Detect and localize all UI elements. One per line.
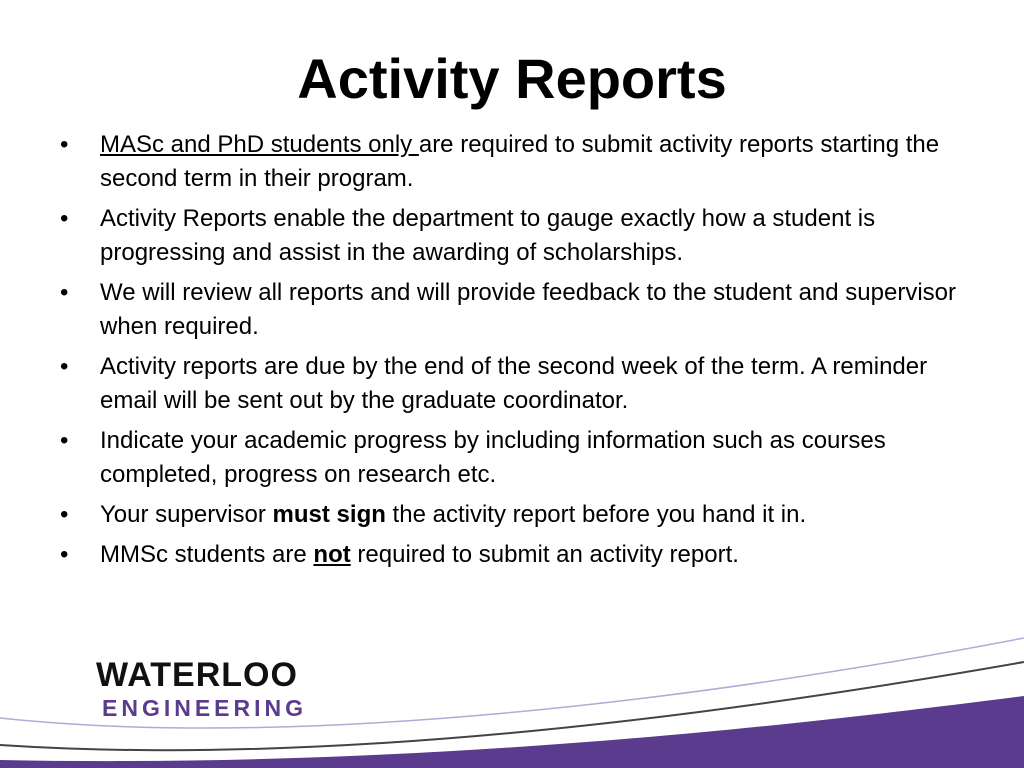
slide-title: Activity Reports	[297, 47, 727, 110]
bullet-marker: •	[60, 205, 69, 232]
bullet-text: We will review all reports and will provide feedback to the student and supervisor when required.	[100, 279, 956, 340]
bullet-marker: •	[60, 353, 69, 380]
bullet-text: Your supervisor	[100, 501, 273, 528]
bullet-marker: •	[60, 501, 69, 528]
bullet-item	[56, 538, 956, 572]
bullet-bold-underlined-text: not	[313, 541, 351, 568]
bullet-text: Indicate your academic progress by including information such as courses completed, progress on research etc.	[100, 427, 886, 488]
bullet-item	[56, 498, 956, 532]
bullet-item	[56, 276, 956, 344]
logo-line-waterloo: WATERLOO	[96, 656, 298, 694]
bullet-text: the activity report before you hand it in.	[385, 501, 807, 528]
bullet-item	[56, 424, 956, 492]
bullet-text: required to submit an activity report.	[350, 541, 739, 568]
bullet-text: are required to submit activity reports starting the second term in their program.	[100, 131, 940, 192]
bullet-text: Activity reports are due by the end of the second week of the term. A reminder email will be sent out by the graduate coordinator.	[100, 353, 928, 414]
bullet-bold-text: must sign	[272, 501, 386, 528]
waterloo-engineering-logo	[96, 656, 307, 722]
bullet-text: Activity Reports enable the department to gauge exactly how a student is progressing and assist in the awarding of scholarships.	[100, 205, 876, 266]
bullet-text: MMSc students are	[100, 541, 314, 568]
logo-line-engineering: ENGINEERING	[102, 695, 308, 721]
bullet-item	[56, 128, 956, 196]
bullet-underlined-text: MASc and PhD students only	[100, 131, 419, 158]
bullet-marker: •	[60, 541, 69, 568]
bullet-marker: •	[60, 279, 69, 306]
bullet-marker: •	[60, 427, 69, 454]
bullet-list	[56, 128, 956, 578]
bullet-item	[56, 202, 956, 270]
bullet-marker: •	[60, 131, 69, 158]
bullet-item	[56, 350, 956, 418]
